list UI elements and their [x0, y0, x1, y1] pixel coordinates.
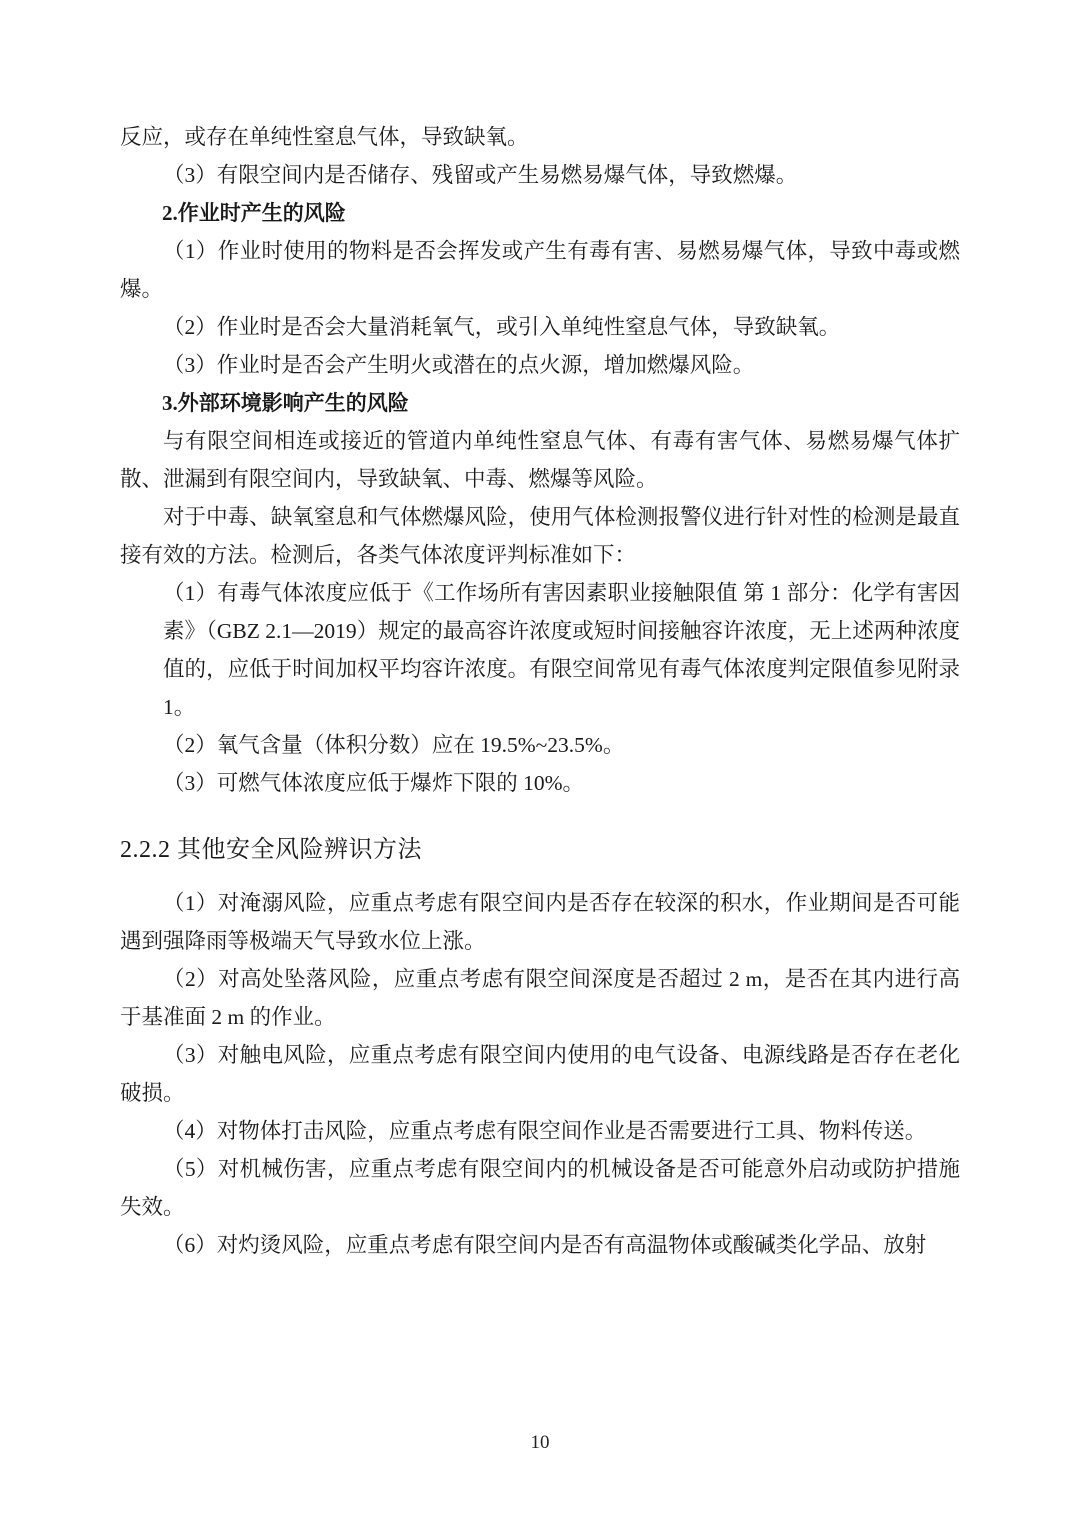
list-item: （3）可燃气体浓度应低于爆炸下限的 10%。 — [163, 771, 585, 795]
list-item: （6）对灼烫风险，应重点考虑有限空间内是否有高温物体或酸碱类化学品、放射 — [163, 1233, 927, 1257]
list-item: （1）有毒气体浓度应低于《工作场所有害因素职业接触限值 第 1 部分：化学有害因素》（GBZ 2.1—2019）规定的最高容许浓度或短时间接触容许浓度，无上述两种浓度值的，应低于时间加权平均容许浓度。有限空间常见有毒气体浓度判定限值参见附录 1。 — [163, 581, 960, 719]
subsection-heading: 2.作业时产生的风险 — [162, 201, 346, 225]
page-number: 10 — [530, 1432, 550, 1453]
list-item: （2）作业时是否会大量消耗氧气，或引入单纯性窒息气体，导致缺氧。 — [163, 315, 841, 339]
paragraph: 对于中毒、缺氧窒息和气体燃爆风险，使用气体检测报警仪进行针对性的检测是最直接有效的方法。检测后，各类气体浓度评判标准如下： — [120, 505, 960, 567]
list-item: （3）对触电风险，应重点考虑有限空间内使用的电气设备、电源线路是否存在老化破损。 — [120, 1043, 960, 1105]
subsection-heading: 3.外部环境影响产生的风险 — [162, 391, 409, 415]
page-body — [120, 118, 960, 1264]
list-item: （3）有限空间内是否储存、残留或产生易燃易爆气体，导致燃爆。 — [163, 163, 798, 187]
list-item: （5）对机械伤害，应重点考虑有限空间内的机械设备是否可能意外启动或防护措施失效。 — [120, 1157, 960, 1219]
list-item: （1）作业时使用的物料是否会挥发或产生有毒有害、易燃易爆气体，导致中毒或燃爆。 — [120, 239, 960, 301]
paragraph: 与有限空间相连或接近的管道内单纯性窒息气体、有毒有害气体、易燃易爆气体扩散、泄漏到有限空间内，导致缺氧、中毒、燃爆等风险。 — [120, 429, 960, 491]
list-item: （2）氧气含量（体积分数）应在 19.5%~23.5%。 — [163, 733, 625, 757]
section-heading: 2.2.2 其他安全风险辨识方法 — [120, 837, 422, 863]
list-item: （3）作业时是否会产生明火或潜在的点火源，增加燃爆风险。 — [163, 353, 755, 377]
list-item: （1）对淹溺风险，应重点考虑有限空间内是否存在较深的积水，作业期间是否可能遇到强降雨等极端天气导致水位上涨。 — [120, 891, 960, 953]
list-item: （2）对高处坠落风险，应重点考虑有限空间深度是否超过 2 m，是否在其内进行高于基准面 2 m 的作业。 — [120, 967, 960, 1029]
list-item: （4）对物体打击风险，应重点考虑有限空间作业是否需要进行工具、物料传送。 — [163, 1119, 927, 1143]
paragraph-continuation: 反应，或存在单纯性窒息气体，导致缺氧。 — [120, 125, 529, 149]
